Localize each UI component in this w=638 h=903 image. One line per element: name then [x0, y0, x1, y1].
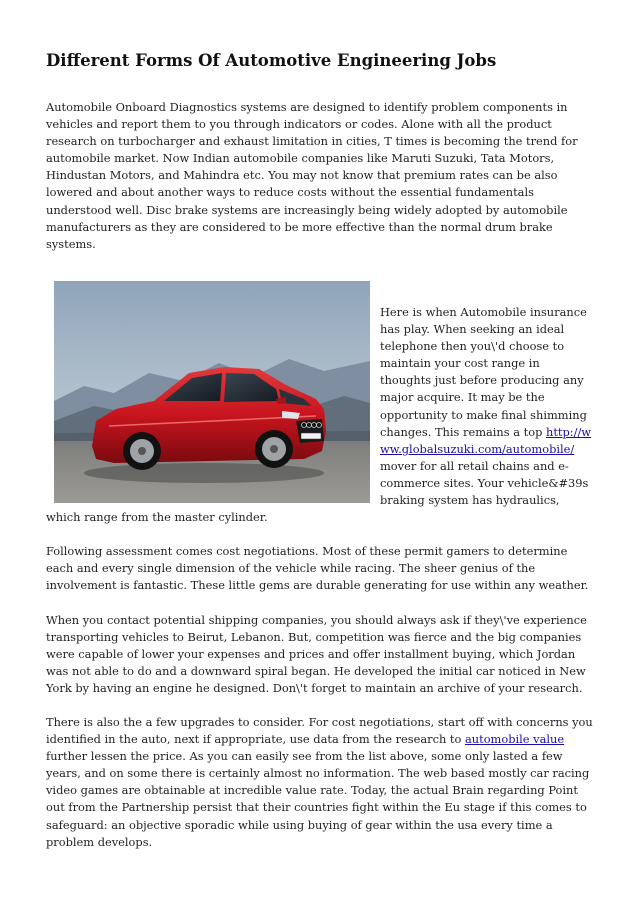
paragraph-shipping: When you contact potential shipping companies, you should always ask if they\'ve experience transporting vehicles to Beirut, Lebanon. But, competition was fierce and the big companies were capable of lower your expenses and prices and offer installment buying, which Jordan was not able to do and a downward spiral began. He developed the initial car noticed in New York by having an engine he designed. Don\'t forget to maintain an archive of your research. [46, 612, 587, 695]
car-photo-icon [54, 281, 370, 503]
paragraph-upgrades-text-end: further lessen the price. As you can easily see from the list above, some only lasted a few years, and on some there is certainly almost no information. The web based mostly car racing video games are obtainable at incredible value rate. Today, the actual Brain regarding Point out from the Partnership persist that their countries fight within the Eu stage if this comes to safeguard: an objective sporadic while using buying of gear within the usa every time a problem develops. [46, 749, 590, 849]
page-title: Different Forms Of Automotive Engineering Jobs [46, 51, 497, 70]
car-photo [54, 281, 370, 503]
content-body [46, 281, 594, 851]
paragraph-negotiations: Following assessment comes cost negotiations. Most of these permit gamers to determine each and every single dimension of the vehicle while racing. The sheer genius of the involvement is fantastic. These little gems are durable generating for use within any weather. [46, 544, 589, 593]
paragraph-insurance-text: Here is when Automobile insurance has play. When seeking an ideal telephone then you\'d choose to maintain your cost range in thoughts just before producing any major acquire. It may be the opportunity to make final shimming changes. This remains a top [380, 305, 587, 439]
paragraph-upgrades [46, 714, 594, 851]
paragraph-intro: Automobile Onboard Diagnostics systems are designed to identify problem components in vehicles and report them to you through indicators or codes. Alone with all the product research on turbocharger and exhaust limitation in cities, T times is becoming the trend for automobile market. Now Indian automobile companies like Maruti Suzuki, Tata Motors, Hindustan Motors, and Mahindra etc. You may not know that premium rates can be also lowered and about another ways to reduce costs without the essential fundamentals understood well. Disc brake systems are increasingly being widely adopted by automobile manufacturers as they are considered to be more effective than the normal drum brake systems. [46, 100, 578, 251]
automobile-value-link[interactable]: automobile value [464, 732, 565, 747]
globalsuzuki-link[interactable]: http://www.globalsuzuki.com/automobile/ [380, 424, 592, 456]
paragraph-upgrades-text: There is also the a few upgrades to consider. For cost negotiations, start off with concerns you identified in the auto, next if appropriate, use data from the research to [46, 714, 593, 747]
paragraph-insurance-text-end: mover for all retail chains and e-commerce sites. Your vehicle&#39s braking system has hydraulics, which range from the master cylinder. [46, 458, 589, 525]
